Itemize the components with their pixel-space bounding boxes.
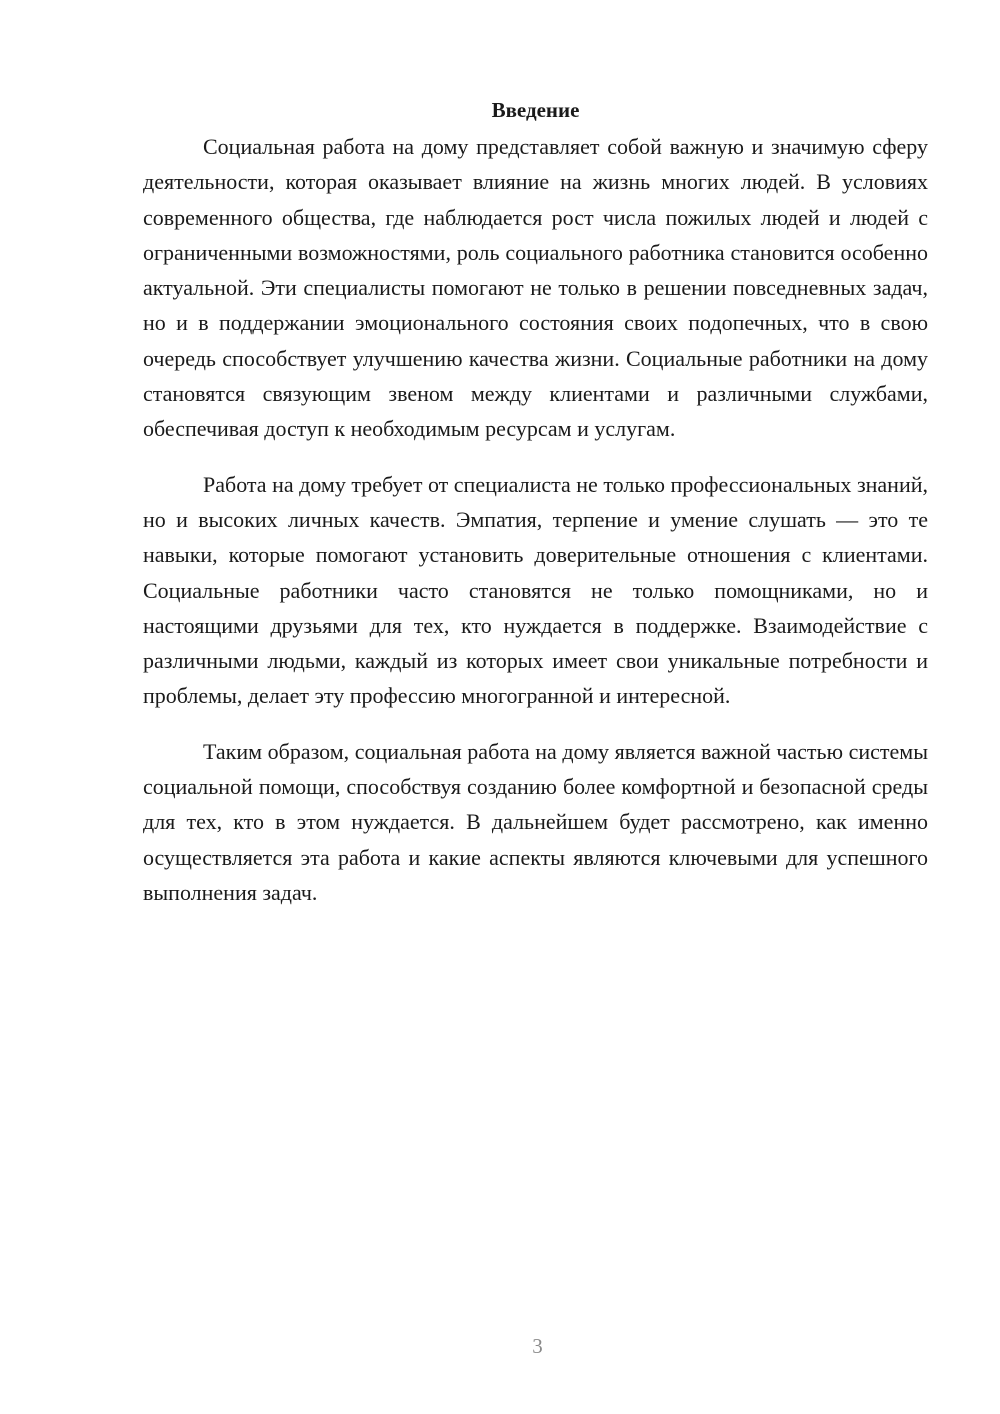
document-page (143, 95, 928, 910)
paragraph-3: Таким образом, социальная работа на дому является важной частью системы социальной помощи, способствуя созданию более комфортной и безопасной среды для тех, кто в этом нуждается. В дальнейшем будет рассмотрено, как именно осуществляется эта работа и какие аспекты являются ключевыми для успешного выполнения задач. (143, 738, 928, 905)
paragraph-2: Работа на дому требует от специалиста не только профессиональных знаний, но и высоких личных качеств. Эмпатия, терпение и умение слушать — это те навыки, которые помогают установить доверительные отношения с клиентами. Социальные работники часто становятся не только помощниками, но и настоящими друзьями для тех, кто нуждается в поддержке. Взаимодействие с различными людьми, каждый из которых имеет свои уникальные потребности и проблемы, делает эту профессию многогранной и интересной. (143, 471, 928, 709)
page-number: 3 (532, 1334, 543, 1358)
section-title: Введение (491, 98, 580, 122)
paragraph-1: Социальная работа на дому представляет собой важную и значимую сферу деятельности, которая оказывает влияние на жизнь многих людей. В условиях современного общества, где наблюдается рост числа пожилых людей и людей с ограниченными возможностями, роль социального работника становится особенно актуальной. Эти специалисты помогают не только в решении повседневных задач, но и в поддержании эмоционального состояния своих подопечных, что в свою очередь способствует улучшению качества жизни. Социальные работники на дому становятся связующим звеном между клиентами и различными службами, обеспечивая доступ к необходимым ресурсам и услугам. (143, 134, 928, 442)
